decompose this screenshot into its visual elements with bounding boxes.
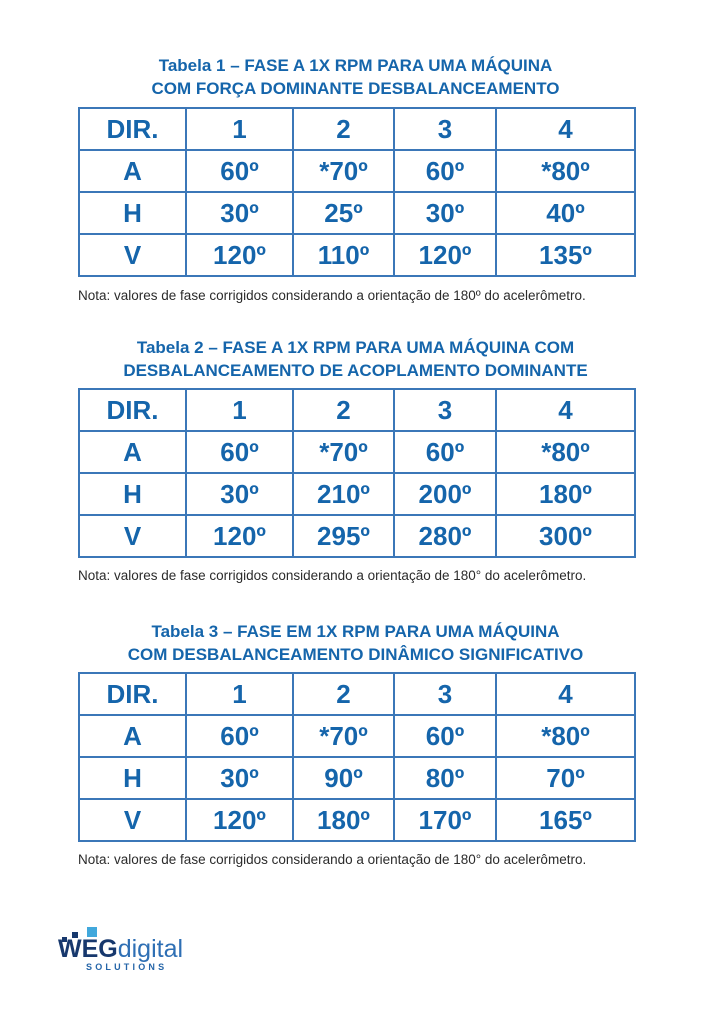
phase-value-cell: 60º [394, 150, 496, 192]
phase-value-cell: *80º [496, 431, 635, 473]
phase-value-cell: 120º [186, 515, 293, 557]
phase-value-cell: 170º [394, 799, 496, 841]
phase-value-cell: 210º [293, 473, 394, 515]
table3-title-line2: COM DESBALANCEAMENTO DINÂMICO SIGNIFICATIVO [127, 645, 584, 664]
table-header-cell: 3 [394, 108, 496, 150]
table-header-cell: 1 [186, 673, 293, 715]
phase-value-cell: 200º [394, 473, 496, 515]
table-header-cell: 3 [394, 673, 496, 715]
row-label-cell: H [79, 192, 186, 234]
phase-value-cell: 280º [394, 515, 496, 557]
phase-value-cell: 180º [496, 473, 635, 515]
table-row [79, 715, 635, 757]
table-header-cell: 3 [394, 389, 496, 431]
table3 [78, 672, 636, 842]
table-header-cell: 2 [293, 389, 394, 431]
table-row [79, 234, 635, 276]
phase-value-cell: *70º [293, 431, 394, 473]
phase-value-cell: 60º [394, 715, 496, 757]
table-row [79, 192, 635, 234]
phase-value-cell: *80º [496, 715, 635, 757]
table-header-cell: 1 [186, 389, 293, 431]
phase-value-cell: *70º [293, 150, 394, 192]
phase-value-cell: 180º [293, 799, 394, 841]
table-header-cell: 4 [496, 389, 635, 431]
phase-value-cell: 110º [293, 234, 394, 276]
table-header-cell: 2 [293, 673, 394, 715]
table1-note: Nota: valores de fase corrigidos considerando a orientação de 180º do acelerômetro. [78, 288, 586, 303]
logo-digital-text: digital [117, 935, 184, 963]
logo-weg-text: WEG [58, 935, 118, 963]
phase-value-cell: 165º [496, 799, 635, 841]
phase-value-cell: 120º [186, 799, 293, 841]
phase-value-cell: 30º [186, 192, 293, 234]
row-label-cell: A [79, 715, 186, 757]
row-label-cell: V [79, 234, 186, 276]
weg-digital-logo [58, 926, 228, 976]
row-label-cell: V [79, 799, 186, 841]
table-row [79, 431, 635, 473]
table-header-cell: 1 [186, 108, 293, 150]
table1-title [0, 54, 711, 100]
row-label-cell: V [79, 515, 186, 557]
table3-title [0, 620, 711, 666]
table1-title-line2: COM FORÇA DOMINANTE DESBALANCEAMENTO [151, 79, 560, 98]
table2-title-line1: Tabela 2 – FASE A 1X RPM PARA UMA MÁQUINA COM [136, 338, 575, 357]
table-row [79, 389, 635, 431]
row-label-cell: H [79, 473, 186, 515]
table2-title [0, 336, 711, 382]
phase-value-cell: 60º [186, 431, 293, 473]
table-row [79, 473, 635, 515]
logo-wordmark [58, 936, 183, 962]
table-header-cell: 2 [293, 108, 394, 150]
phase-value-cell: 300º [496, 515, 635, 557]
phase-value-cell: 135º [496, 234, 635, 276]
phase-value-cell: 90º [293, 757, 394, 799]
table-header-cell: 4 [496, 673, 635, 715]
phase-value-cell: 120º [394, 234, 496, 276]
table-header-cell: DIR. [79, 389, 186, 431]
phase-value-cell: 60º [186, 715, 293, 757]
table-row [79, 757, 635, 799]
table-row [79, 799, 635, 841]
phase-value-cell: 120º [186, 234, 293, 276]
phase-value-cell: 30º [186, 473, 293, 515]
phase-value-cell: 60º [394, 431, 496, 473]
phase-value-cell: 295º [293, 515, 394, 557]
table-row [79, 673, 635, 715]
row-label-cell: A [79, 431, 186, 473]
table-row [79, 150, 635, 192]
table1-title-line1: Tabela 1 – FASE A 1X RPM PARA UMA MÁQUINA [158, 56, 553, 75]
table-row [79, 515, 635, 557]
row-label-cell: H [79, 757, 186, 799]
phase-value-cell: 60º [186, 150, 293, 192]
phase-value-cell: 30º [186, 757, 293, 799]
phase-value-cell: *80º [496, 150, 635, 192]
phase-value-cell: 25º [293, 192, 394, 234]
table-row [79, 108, 635, 150]
table3-note: Nota: valores de fase corrigidos considerando a orientação de 180° do acelerômetro. [78, 852, 587, 867]
phase-value-cell: 70º [496, 757, 635, 799]
table-header-cell: DIR. [79, 673, 186, 715]
phase-value-cell: *70º [293, 715, 394, 757]
table2-title-line2: DESBALANCEAMENTO DE ACOPLAMENTO DOMINANTE [123, 361, 588, 380]
table2 [78, 388, 636, 558]
logo-solutions-text: SOLUTIONS [86, 962, 168, 972]
phase-value-cell: 80º [394, 757, 496, 799]
table1 [78, 107, 636, 277]
table-header-cell: DIR. [79, 108, 186, 150]
table2-note: Nota: valores de fase corrigidos considerando a orientação de 180° do acelerômetro. [78, 568, 587, 583]
table-header-cell: 4 [496, 108, 635, 150]
row-label-cell: A [79, 150, 186, 192]
table3-title-line1: Tabela 3 – FASE EM 1X RPM PARA UMA MÁQUINA [151, 622, 560, 641]
phase-value-cell: 30º [394, 192, 496, 234]
phase-value-cell: 40º [496, 192, 635, 234]
